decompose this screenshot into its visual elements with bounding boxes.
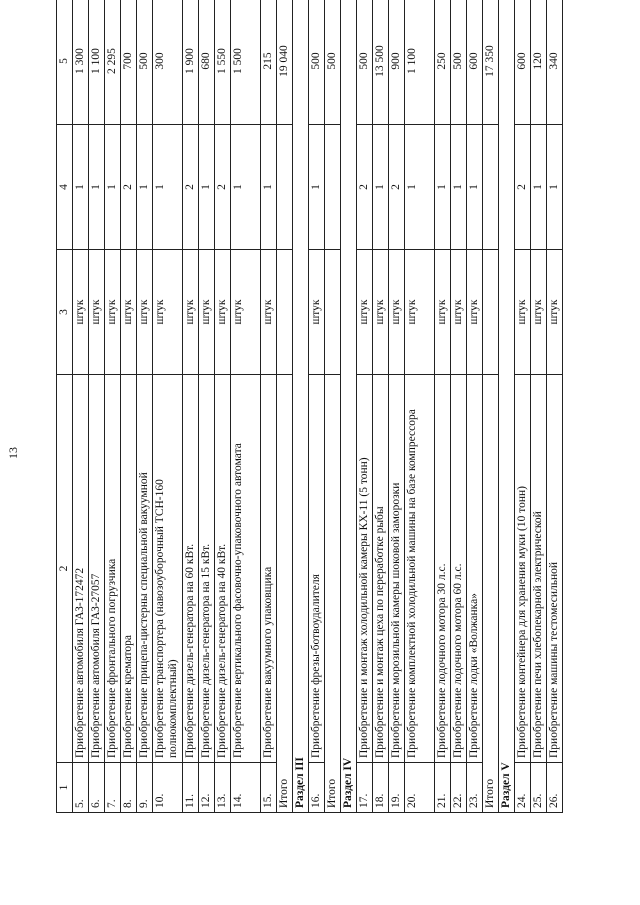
total-label-cell: Итого — [325, 375, 341, 813]
table-row — [231, 0, 261, 813]
total-row — [277, 0, 293, 813]
cost-cell: 1 500 — [231, 0, 261, 125]
empty-cell — [325, 125, 341, 250]
item-name-cell: Приобретение фронтального погрузчика — [105, 375, 121, 763]
cost-cell: 250 — [435, 0, 451, 125]
quantity-cell: 1 — [73, 125, 89, 250]
unit-cell: штук — [389, 250, 405, 375]
row-number-cell: 18. — [373, 763, 389, 813]
section-label-cell: Раздел IV — [341, 0, 357, 813]
unit-cell: штук — [231, 250, 261, 375]
header-cell: 1 — [57, 763, 73, 813]
unit-cell: штук — [467, 250, 483, 375]
cost-cell: 300 — [153, 0, 183, 125]
total-row — [325, 0, 341, 813]
header-cell: 5 — [57, 0, 73, 125]
section-row — [499, 0, 515, 813]
cost-cell: 1 900 — [183, 0, 199, 125]
row-number-cell: 11. — [183, 763, 199, 813]
row-number-cell: 15. — [261, 763, 277, 813]
row-number-cell: 20. — [405, 763, 435, 813]
total-label-cell: Итого — [277, 375, 293, 813]
quantity-cell: 1 — [451, 125, 467, 250]
header-cell: 3 — [57, 250, 73, 375]
item-name-cell: Приобретение лодочного мотора 30 л.с. — [435, 375, 451, 763]
row-number-cell: 21. — [435, 763, 451, 813]
quantity-cell: 2 — [357, 125, 373, 250]
unit-cell: штук — [405, 250, 435, 375]
unit-cell: штук — [121, 250, 137, 375]
item-name-cell: Приобретение фрезы-ботвоудалителя — [309, 375, 325, 763]
row-number-cell: 9. — [137, 763, 153, 813]
total-row — [483, 0, 499, 813]
table-row — [405, 0, 435, 813]
quantity-cell: 1 — [373, 125, 389, 250]
row-number-cell: 13. — [215, 763, 231, 813]
quantity-cell: 1 — [309, 125, 325, 250]
table-body — [57, 0, 563, 813]
unit-cell: штук — [435, 250, 451, 375]
row-number-cell: 17. — [357, 763, 373, 813]
total-cost-cell: 17 350 — [483, 0, 499, 125]
row-number-cell: 19. — [389, 763, 405, 813]
item-name-cell: Приобретение машины тестомесильной — [547, 375, 563, 763]
cost-cell: 1 550 — [215, 0, 231, 125]
table-row — [435, 0, 451, 813]
unit-cell: штук — [89, 250, 105, 375]
table-row — [467, 0, 483, 813]
row-number-cell: 14. — [231, 763, 261, 813]
quantity-cell: 1 — [89, 125, 105, 250]
item-name-cell: Приобретение дизель-генератора на 40 кВт. — [215, 375, 231, 763]
unit-cell: штук — [261, 250, 277, 375]
row-number-cell: 23. — [467, 763, 483, 813]
item-name-cell: Приобретение лодки «Волжанка» — [467, 375, 483, 763]
item-name-cell: Приобретение лодочного мотора 60 л.с. — [451, 375, 467, 763]
row-number-cell: 8. — [121, 763, 137, 813]
table-row — [89, 0, 105, 813]
quantity-cell: 1 — [467, 125, 483, 250]
item-name-cell: Приобретение и монтаж цеха по переработке рыбы — [373, 375, 389, 763]
cost-cell: 900 — [389, 0, 405, 125]
row-number-cell: 7. — [105, 763, 121, 813]
item-name-cell: Приобретение вертикального фасовочно-упаковочного автомата — [231, 375, 261, 763]
unit-cell: штук — [183, 250, 199, 375]
unit-cell: штук — [515, 250, 531, 375]
quantity-cell: 1 — [531, 125, 547, 250]
unit-cell: штук — [309, 250, 325, 375]
table-row — [73, 0, 89, 813]
row-number-cell: 24. — [515, 763, 531, 813]
cost-cell: 500 — [357, 0, 373, 125]
table-row — [389, 0, 405, 813]
item-name-cell: Приобретение крематора — [121, 375, 137, 763]
unit-cell: штук — [373, 250, 389, 375]
section-row — [293, 0, 309, 813]
unit-cell: штук — [451, 250, 467, 375]
cost-cell: 600 — [467, 0, 483, 125]
row-number-cell: 12. — [199, 763, 215, 813]
table-row — [547, 0, 563, 813]
item-name-cell: Приобретение печи хлебопекарной электрической — [531, 375, 547, 763]
row-number-cell: 5. — [73, 763, 89, 813]
unit-cell: штук — [137, 250, 153, 375]
item-name-cell: Приобретение морозильной камеры шоковой заморозки — [389, 375, 405, 763]
table-row — [373, 0, 389, 813]
section-label-cell: Раздел V — [499, 0, 515, 813]
header-cell: 4 — [57, 125, 73, 250]
row-number-cell: 22. — [451, 763, 467, 813]
unit-cell: штук — [547, 250, 563, 375]
row-number-cell: 16. — [309, 763, 325, 813]
empty-cell — [483, 125, 499, 250]
quantity-cell: 2 — [389, 125, 405, 250]
equipment-table — [56, 0, 563, 813]
quantity-cell: 1 — [105, 125, 121, 250]
quantity-cell: 1 — [547, 125, 563, 250]
row-number-cell: 10. — [153, 763, 183, 813]
empty-cell — [483, 250, 499, 375]
table-row — [309, 0, 325, 813]
table-row — [261, 0, 277, 813]
empty-cell — [277, 250, 293, 375]
table-row — [153, 0, 183, 813]
unit-cell: штук — [531, 250, 547, 375]
total-label-cell: Итого — [483, 375, 499, 813]
section-label-cell: Раздел III — [293, 0, 309, 813]
section-row — [341, 0, 357, 813]
table-row — [515, 0, 531, 813]
quantity-cell: 2 — [515, 125, 531, 250]
unit-cell: штук — [153, 250, 183, 375]
table-row — [451, 0, 467, 813]
quantity-cell: 1 — [435, 125, 451, 250]
page-number: 13 — [6, 447, 20, 459]
table-header-row — [57, 0, 73, 813]
quantity-cell: 1 — [231, 125, 261, 250]
empty-cell — [325, 250, 341, 375]
item-name-cell: Приобретение дизель-генератора на 15 кВт. — [199, 375, 215, 763]
table-row — [357, 0, 373, 813]
cost-cell: 700 — [121, 0, 137, 125]
cost-cell: 1 100 — [89, 0, 105, 125]
unit-cell: штук — [215, 250, 231, 375]
cost-cell: 500 — [137, 0, 153, 125]
cost-cell: 1 100 — [405, 0, 435, 125]
item-name-cell: Приобретение транспортера (навозоуборочный ТСН-160 полнокомплектный) — [153, 375, 183, 763]
table-row — [215, 0, 231, 813]
cost-cell: 680 — [199, 0, 215, 125]
table-row — [199, 0, 215, 813]
item-name-cell: Приобретение автомобиля ГАЗ-27057 — [89, 375, 105, 763]
quantity-cell: 1 — [137, 125, 153, 250]
item-name-cell: Приобретение дизель-генератора на 60 кВт. — [183, 375, 199, 763]
item-name-cell: Приобретение прицепа-цистерны специальной вакуумной — [137, 375, 153, 763]
cost-cell: 600 — [515, 0, 531, 125]
row-number-cell: 6. — [89, 763, 105, 813]
item-name-cell: Приобретение контейнера для хранения муки (10 тонн) — [515, 375, 531, 763]
row-number-cell: 26. — [547, 763, 563, 813]
unit-cell: штук — [105, 250, 121, 375]
row-number-cell: 25. — [531, 763, 547, 813]
header-cell: 2 — [57, 375, 73, 763]
cost-cell: 340 — [547, 0, 563, 125]
item-name-cell: Приобретение автомобиля ГАЗ-172472 — [73, 375, 89, 763]
unit-cell: штук — [199, 250, 215, 375]
total-cost-cell: 500 — [325, 0, 341, 125]
cost-cell: 13 500 — [373, 0, 389, 125]
total-cost-cell: 19 040 — [277, 0, 293, 125]
quantity-cell: 1 — [261, 125, 277, 250]
quantity-cell: 1 — [153, 125, 183, 250]
quantity-cell: 1 — [405, 125, 435, 250]
cost-cell: 1 300 — [73, 0, 89, 125]
cost-cell: 500 — [309, 0, 325, 125]
empty-cell — [277, 125, 293, 250]
cost-cell: 2 295 — [105, 0, 121, 125]
cost-cell: 500 — [451, 0, 467, 125]
table-row — [105, 0, 121, 813]
item-name-cell: Приобретение комплектной холодильной машины на базе компрессора — [405, 375, 435, 763]
table-row — [531, 0, 547, 813]
table-row — [183, 0, 199, 813]
cost-cell: 215 — [261, 0, 277, 125]
cost-cell: 120 — [531, 0, 547, 125]
item-name-cell: Приобретение вакуумного упаковщика — [261, 375, 277, 763]
quantity-cell: 2 — [215, 125, 231, 250]
table-row — [137, 0, 153, 813]
quantity-cell: 2 — [183, 125, 199, 250]
item-name-cell: Приобретение и монтаж холодильной камеры КХ-11 (5 тонн) — [357, 375, 373, 763]
unit-cell: штук — [73, 250, 89, 375]
table-row — [121, 0, 137, 813]
unit-cell: штук — [357, 250, 373, 375]
quantity-cell: 2 — [121, 125, 137, 250]
quantity-cell: 1 — [199, 125, 215, 250]
